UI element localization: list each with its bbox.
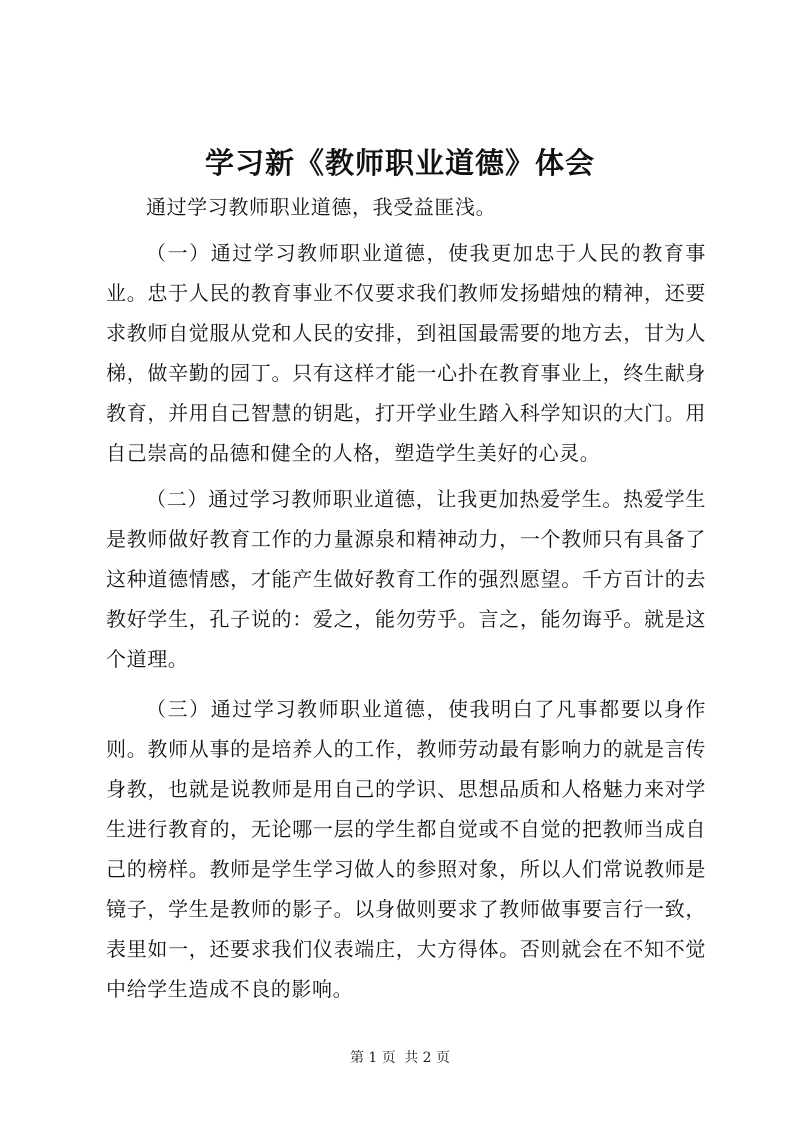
- page-number: 第 1 页: [349, 1050, 396, 1066]
- page-footer: [0, 1048, 800, 1068]
- document-title: 学习新《教师职业道德》体会: [204, 146, 595, 180]
- page-total: 共 2 页: [404, 1050, 451, 1066]
- paragraph-two: （二）通过学习教师职业道德，让我更加热爱学生。热爱学生是教师做好教育工作的力量源泉和精神动力，一个教师只有具备了这种道德情感，才能产生做好教育工作的强烈愿望。千方百计的去教好学生，孔子说的：爱之，能勿劳乎。言之，能勿诲乎。就是这个道理。: [106, 487, 706, 671]
- paragraph-intro: 通过学习教师职业道德，我受益匪浅。: [146, 195, 497, 219]
- paragraph-three: （三）通过学习教师职业道德，使我明白了凡事都要以身作则。教师从事的是培养人的工作，教师劳动最有影响力的就是言传身教，也就是说教师是用自己的学识、思想品质和人格魅力来对学生进行教育的，无论哪一层的学生都自觉或不自觉的把教师当成自己的榜样。教师是学生学习做人的参照对象，所以人们常说教师是镜子，学生是教师的影子。以身做则要求了教师做事要言行一致，表里如一，还要求我们仪表端庄，大方得体。否则就会在不知不觉中给学生造成不良的影响。: [106, 697, 706, 1001]
- paragraph-one: （一）通过学习教师职业道德，使我更加忠于人民的教育事业。忠于人民的教育事业不仅要求我们教师发扬蜡烛的精神，还要求教师自觉服从党和人民的安排，到祖国最需要的地方去，甘为人梯，做辛勤的园丁。只有这样才能一心扑在教育事业上，终生献身教育，并用自己智慧的钥匙，打开学业生踏入科学知识的大门。用自己崇高的品德和健全的人格，塑造学生美好的心灵。: [106, 241, 706, 465]
- document-body: [106, 187, 706, 1015]
